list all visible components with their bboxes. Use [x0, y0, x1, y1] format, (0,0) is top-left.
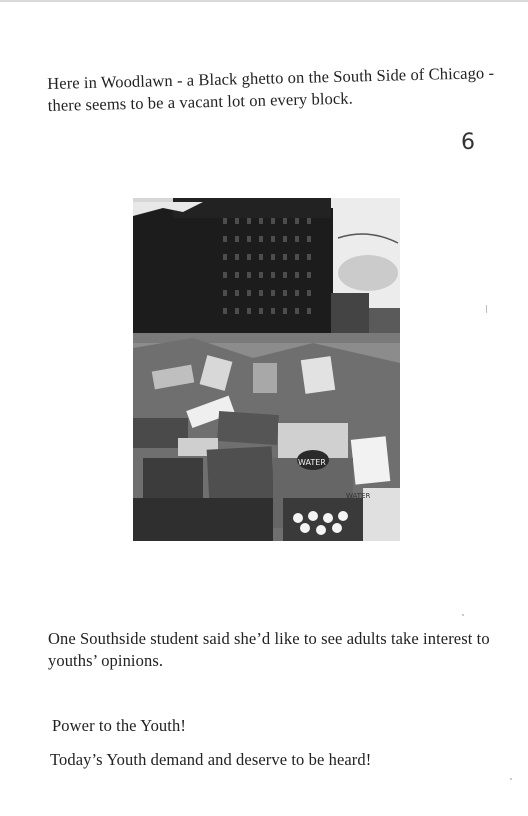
handwritten-page-number: 6: [461, 130, 475, 155]
student-quote-paragraph: One Southside student said she’d like to see adults take interest to youths’ opinions.: [48, 629, 490, 670]
scan-speck: [486, 305, 487, 313]
scan-speck: [510, 778, 512, 780]
scan-speck: [462, 614, 464, 616]
water-box-label-1: WATER: [298, 458, 326, 467]
water-box-label-2: WATER: [346, 492, 371, 500]
intro-paragraph: Here in Woodlawn - a Black ghetto on the South Side of Chicago - there seems to be a vacant lot on every block.: [47, 63, 495, 115]
slogan-line-2: Today’s Youth demand and deserve to be heard!: [50, 750, 372, 769]
slogan-line-1: Power to the Youth!: [52, 716, 186, 735]
vacant-lot-photo: [133, 198, 400, 541]
photo-illustration: [133, 198, 400, 541]
